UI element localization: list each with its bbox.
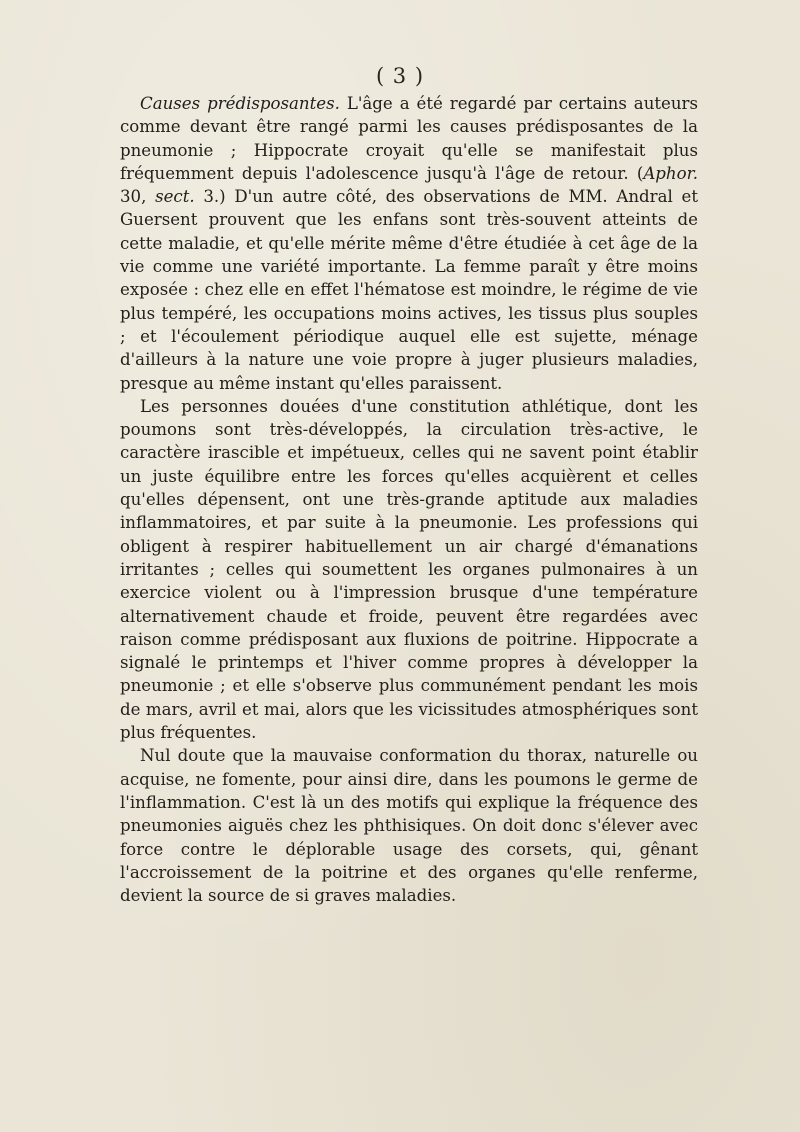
reference-italic: Aphor.	[643, 163, 698, 183]
paragraph-text: 30,	[120, 187, 156, 207]
paragraph-text: 3.) D'un autre côté, des observations de MM. Andral et Guersent prouvent que les enfans sont très-souvent atteints de cette maladie, et qu'elle mérite même d'être étudiée à cet âge de la vie comme une variété importante. La femme paraît y être moins exposée : chez elle en effet l'hématose est moindre, le régime de vie plus tempéré, les occupations moins actives, les tissus plus souples ; et l'écoulement périodique auquel elle est sujette, ménage d'ailleurs à la nature une voie propre à juger plusieurs maladies, presque au même instant qu'elles paraissent.	[120, 187, 698, 393]
paragraph-predisposing-causes	[120, 92, 698, 395]
page-number: ( 3 )	[375, 64, 425, 88]
paragraph-constitution: Les personnes douées d'une constitution athlétique, dont les poumons sont très-développés, la circulation très-active, le caractère irascible et impétueux, celles qui ne savent point établir un juste équilibre entre les forces qu'elles acquièrent et celles qu'elles dépensent, ont une très-grande aptitude aux maladies inflammatoires, et par suite à la pneumonie. Les professions qui obligent à respirer habituellement un air chargé d'émanations irritantes ; celles qui soumettent les organes pulmonaires à un exercice violent ou à l'impression brusque d'une température alternativement chaude et froide, peuvent être regardées avec raison comme prédisposant aux fluxions de poitrine. Hippocrate a signalé le printemps et l'hiver comme propres à développer la pneumonie ; et elle s'observe plus communément pendant les mois de mars, avril et mai, alors que les vicissitudes atmosphériques sont plus fréquentes.	[120, 396, 698, 743]
body-text	[120, 92, 698, 907]
section-run-in-heading: Causes prédisposantes.	[140, 94, 340, 113]
paragraph-thorax: Nul doute que la mauvaise conformation du thorax, naturelle ou acquise, ne fomente, pour ainsi dire, dans les poumons le germe de l'inflammation. C'est là un des motifs qui explique la fréquence des pneumonies aiguës chez les phthisiques. On doit donc s'élever avec force contre le déplorable usage des corsets, qui, gênant l'accroissement de la poitrine et des organes qu'elle renferme, devient la source de si graves maladies.	[120, 746, 698, 906]
reference-italic: sect.	[155, 187, 195, 207]
paragraph-text: L'âge a été regardé par certains auteurs comme devant être rangé parmi les causes prédisposantes de la pneumonie ; Hippocrate croyait qu'elle se manifestait plus fréquemment depuis l'adolescence jusqu'à l'âge de retour. (	[120, 94, 699, 183]
